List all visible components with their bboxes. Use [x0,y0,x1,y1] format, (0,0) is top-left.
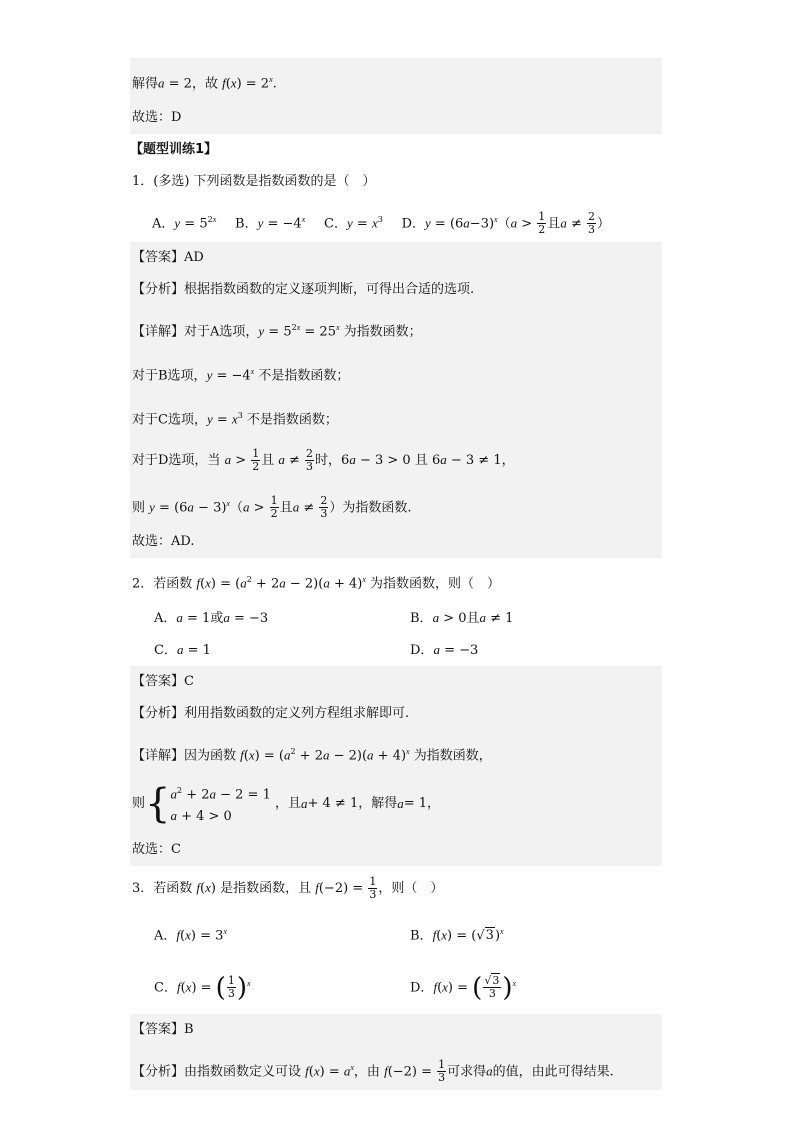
answer-3: 【答案】B [132,1022,194,1037]
analysis-3: 【分析】由指数函数定义可设 $f(x) = a^x$，由 f(−2) = $\frac{1}{3}$ 可求得a的值，由此可得结果. [132,1058,614,1085]
answer-block-3 [130,1014,662,1090]
solution-block-prev [130,58,662,134]
select-2: 故选：C [132,842,181,857]
q3-option-b[interactable]: B．$f(x) = (√3)^x$ [410,927,504,944]
q2-option-c[interactable]: C．a = 1 [154,642,211,658]
question-3: 3．若函数 f(x) 是指数函数，且 f(−2) = $\frac{1}{3}$ ，则（ ） [132,875,444,901]
answer-1: 【答案】AD [132,250,204,265]
question-2-options [130,602,662,666]
analysis-1: 【分析】根据指数函数的定义逐项判断，可得出合适的选项. [132,282,475,297]
q2-option-a[interactable]: A．a = 1或a = −3 [154,610,269,626]
analysis-2: 【分析】利用指数函数的定义列方程组求解即可. [132,706,410,721]
q1-option-a[interactable]: A．$y = 5^{2x}$ [152,215,217,232]
select-1: 故选：AD. [132,534,195,549]
detail-1-a: 【详解】对于A选项，$y = 5^{2x} = 25^x$ 为指数函数； [132,323,422,340]
question-3-options [130,910,662,1014]
section-heading: 【题型训练1】 [130,142,218,157]
document-page [130,58,662,1090]
q1-option-d[interactable]: D．$y = (6a-3)^x(a$ > $\frac{1}{2}$ 且a ≠ $\frac{2}{3}$ ） [401,210,610,237]
detail-2-b: 则 { $a^2 + 2a - 2 = 1$ a + 4 > 0 ，且 a + 4 ≠ 1，解得 a = 1， [132,781,441,827]
detail-1-e: 则 $y = (6a - 3)^x(a$ > $\frac{1}{2}$ 且a ≠ $\frac{2}{3}$ ）为指数函数. [132,494,412,521]
detail-1-c: 对于C选项，$y = x^3$ 不是指数函数； [132,411,338,428]
line-solve-a: 解得a = 2，故 $f(x) = 2^x$. [132,75,277,92]
q1-option-b[interactable]: B．$y = -4^x$ [235,215,306,232]
question-1-options [130,198,662,242]
line-select-d: 故选：D [132,110,182,125]
q1-option-c[interactable]: C．$y = x^3$ [324,215,383,232]
q2-option-b[interactable]: B．a > 0且a ≠ 1 [410,610,514,626]
q3-option-a[interactable]: A．$f(x) = 3^x$ [154,927,227,944]
detail-1-d: 对于D选项，当 a > $\frac{1}{2}$ 且 a ≠ $\frac{2}{3}$ 时，6a − 3 > 0 且 6a − 3 ≠ 1， [132,447,515,473]
detail-2-a: 【详解】因为函数 $f(x) = (a^2 + 2a - 2)(a + 4)^x$ 为指数函数， [132,747,492,764]
question-2: 2．若函数 $f(x) = (a^2 + 2a - 2)(a + 4)^x$ 为指数函数，则（ ） [132,575,501,592]
answer-2: 【答案】C [132,674,194,689]
q3-option-c[interactable]: C．f(x) = ( $\frac{1}{3}$ )$^x$ [154,972,251,1003]
q3-option-d[interactable]: D．f(x) = ( $\frac{√3}{3}$ )$^x$ [410,972,517,1003]
answer-block-1 [130,242,662,558]
question-1: 1．(多选) 下列函数是指数函数的是（ ） [132,174,376,189]
detail-1-b: 对于B选项，$y = -4^x$ 不是指数函数； [132,367,350,384]
q2-option-d[interactable]: D．a = −3 [410,642,479,658]
answer-block-2 [130,666,662,866]
